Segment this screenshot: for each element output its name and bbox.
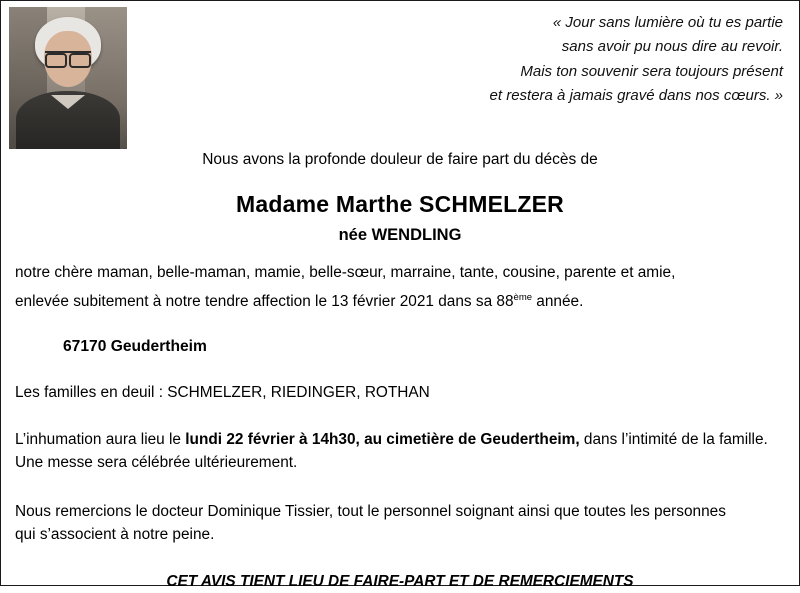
- thanks-line-2: qui s’associent à notre peine.: [15, 526, 215, 544]
- burial-text-before: L’inhumation aura lieu le: [15, 430, 186, 448]
- poem-line-1: « Jour sans lumière où tu es partie: [552, 14, 783, 31]
- notice-body: [1, 261, 799, 593]
- notice-footer: CET AVIS TIENT LIEU DE FAIRE-PART ET DE REMERCIEMENTS: [166, 573, 634, 591]
- mass-line: Une messe sera célébrée ultérieurement.: [15, 453, 298, 471]
- burial-line: [15, 428, 785, 451]
- death-line-after: année.: [532, 293, 584, 311]
- thanks-line-1: Nous remercions le docteur Dominique Tissier, tout le personnel soignant ainsi que toutes les personnes: [15, 502, 726, 520]
- maiden-prefix: née: [338, 226, 367, 244]
- maiden-name-line: [1, 226, 799, 245]
- glasses-icon: [45, 51, 91, 65]
- portrait-photo: [9, 7, 127, 149]
- death-line: [15, 290, 785, 313]
- relations-line: notre chère maman, belle-maman, mamie, belle-sœur, marraine, tante, cousine, parente et amie,: [15, 264, 676, 281]
- announcement-lede: Nous avons la profonde douleur de faire part du décès de: [202, 151, 598, 168]
- header-block: [1, 1, 799, 149]
- poem-line-4: et restera à jamais gravé dans nos cœurs. »: [489, 86, 783, 104]
- burial-details: lundi 22 février à 14h30, au cimetière de Geudertheim,: [185, 430, 580, 448]
- city-line: 67170 Geudertheim: [63, 338, 207, 356]
- death-line-ordinal: ème: [513, 291, 533, 303]
- burial-text-after: dans l’intimité de la famille.: [579, 430, 768, 448]
- portrait-photo-wrap: [1, 1, 127, 149]
- memorial-poem: [127, 1, 799, 108]
- maiden-name: WENDLING: [371, 226, 462, 244]
- death-line-before: enlevée subitement à notre tendre affection le 13 février 2021 dans sa 88: [15, 293, 514, 311]
- poem-line-2: sans avoir pu nous dire au revoir.: [561, 38, 783, 56]
- deceased-name: Madame Marthe SCHMELZER: [236, 191, 564, 217]
- families-line: Les familles en deuil : SCHMELZER, RIEDINGER, ROTHAN: [15, 383, 430, 401]
- poem-line-3: Mais ton souvenir sera toujours présent: [520, 62, 783, 80]
